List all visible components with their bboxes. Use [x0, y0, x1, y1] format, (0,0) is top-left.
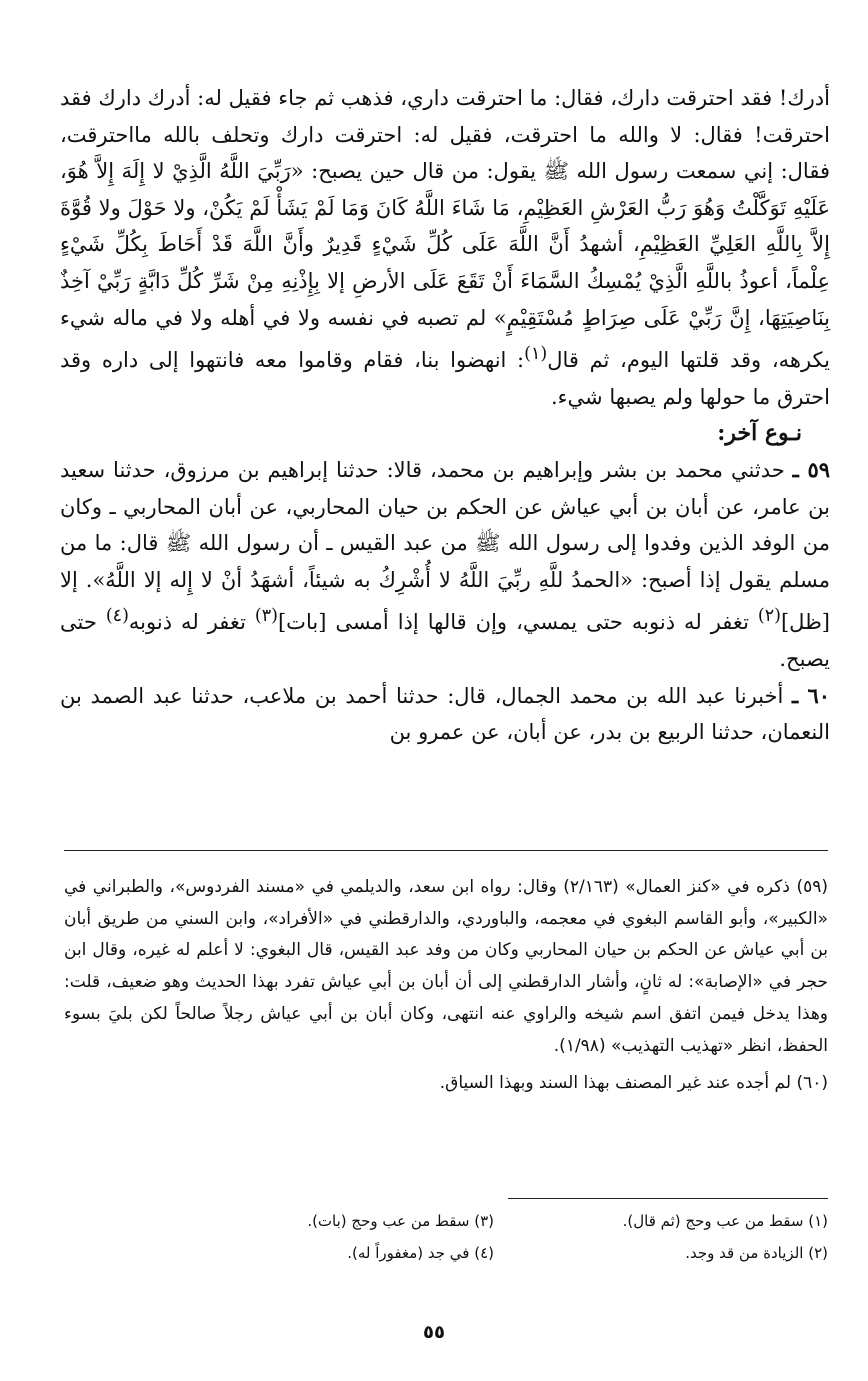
- paragraph-continuation: أدرك! فقد احترقت دارك، فقال: ما احترقت داري، فذهب ثم جاء فقيل له: أدرك دارك فقد احترقت! فقال: لا والله ما احترقت، فقيل له: احترقت دارك وتحلف بالله مااحترقت، فقال: إني سمعت رسول الله ﷺ يقول: من قال حين يصبح: «رَبِّيَ اللَّهُ الَّذِيْ لا إِلَهَ إِلاَّ هُوَ، عَلَيْهِ تَوَكَّلْتُ وَهُوَ رَبُّ العَرْشِ العَظِيْمِ، مَا شَاءَ اللَّهُ كَانَ وَمَا لَمْ يَشَأْ لَمْ يَكُنْ، ولا حَوْلَ ولا قُوَّةَ إِلاَّ بِاللَّهِ العَلِيِّ العَظِيْمِ، أشهدُ أَنَّ اللَّهَ عَلَى كُلِّ شَيْءٍ قَدِيرٌ وأَنَّ اللَّهَ قَدْ أَحَاطَ بِكُلِّ شَيْءٍ عِلْماً، أعوذُ باللَّهِ الَّذِيْ يُمْسِكُ السَّمَاءَ أَنْ تَقَعَ عَلَى الأرضِ إلا بِإِذْنِهِ مِنْ شَرِّ كُلِّ دَابَّةٍ رَبِّيْ آخِذٌ بِنَاصِيَتِهَا، إِنَّ رَبِّيْ عَلَى صِرَاطٍ مُسْتَقِيْمٍ» لم تصبه في نفسه ولا في أهله ولا في ماله شيء يكرهه، وقد قلتها اليوم، ثم قال$^{(١)}$: انهضوا بنا، فقام وقاموا معه فانتهوا إلى داره وقد احترق ما حولها ولم يصبها شيء.: [60, 86, 830, 409]
- footnote-3: (٣) سقط من عب وحج (بات).: [307, 1212, 494, 1230]
- footnotes-divider: [508, 1198, 828, 1199]
- footnote-ref-2[interactable]: (٢): [757, 606, 781, 627]
- footnote-2: (٢) الزيادة من قد وجد.: [685, 1244, 828, 1262]
- footnotes: [160, 1208, 828, 1266]
- footnote-1: (١) سقط من عب وحج (ثم قال).: [622, 1212, 828, 1230]
- commentary-notes: [64, 872, 828, 1100]
- note-60: (٦٠) لم أجده عند غير المصنف بهذا السند وبهذا السياق.: [439, 1073, 828, 1094]
- footnote-ref-3[interactable]: (٣): [254, 606, 278, 627]
- footnote-ref-4[interactable]: (٤): [105, 606, 129, 627]
- footnote-4: (٤) في جد (مغفوراً له).: [347, 1244, 494, 1262]
- main-text: [60, 80, 830, 751]
- notes-divider: [64, 850, 828, 851]
- hadith-number-60: ٦٠ ـ: [792, 682, 830, 708]
- note-59: (٥٩) ذكره في «كنز العمال» (٢/١٦٣) وقال: رواه ابن سعد، والديلمي في «مسند الفردوس»، والطبراني في «الكبير»، وأبو القاسم البغوي في معجمه، والباوردي، والدارقطني في «الأفراد»، وابن السني من طريق أبان بن أبي عياش عن الحكم بن حيان المحاربي وكان من وفد عبد القيس، قال البغوي: لا أعلم له غيره، وقال ابن حجر في «الإصابة»: له ثانٍ، وأشار الدارقطني إلى أن أبان بن أبي عياش تفرد بهذا الحديث وهو ضعيف، قلت: وهذا يدخل فيمن اتفق اسم شيخه والراوي عنه انتهى، وكان أبان بن أبي عياش رجلاً صالحاً لكن بليَ بسوء الحفظ، انظر «تهذيب التهذيب» (١/٩٨).: [64, 877, 828, 1056]
- hadith-60: ٦٠ ـ أخبرنا عبد الله بن محمد الجمال، قال: حدثنا أحمد بن ملاعب، حدثنا عبد الصمد بن النعمان، حدثنا الربيع بن بدر، عن أبان، عن عمرو بن: [60, 682, 830, 745]
- section-subheading: نـوع آخر:: [717, 420, 802, 447]
- hadith-59: ٥٩ ـ حدثني محمد بن بشر وإبراهيم بن محمد، قالا: حدثنا إبراهيم بن مرزوق، حدثنا سعيد بن عامر، عن أبان بن أبي عياش عن الحكم بن حيان المحاربي، عن أبان المحاربي ـ وكان من الوفد الذين وفدوا إلى رسول الله ﷺ من عبد القيس ـ أن رسول الله ﷺ قال: ما من مسلم يقول إذا أصبح: «الحمدُ للَّهِ ربِّيَ اللَّهُ لا أُشْرِكُ به شيئاً، أشهَدُ أنْ لا إِله إلا اللَّهُ». إلا [ظل]$^{(٢)}$ تغفر له ذنوبه حتى يمسي، وإن قالها إذا أمسى [بات]$^{(٣)}$ تغفر له ذنوبه$^{(٤)}$ حتى يصبح.: [60, 456, 830, 671]
- page-number: ٥٥: [423, 1322, 445, 1343]
- hadith-number-59: ٥٩ ـ: [792, 456, 830, 482]
- footnote-ref-1[interactable]: (١): [524, 344, 548, 365]
